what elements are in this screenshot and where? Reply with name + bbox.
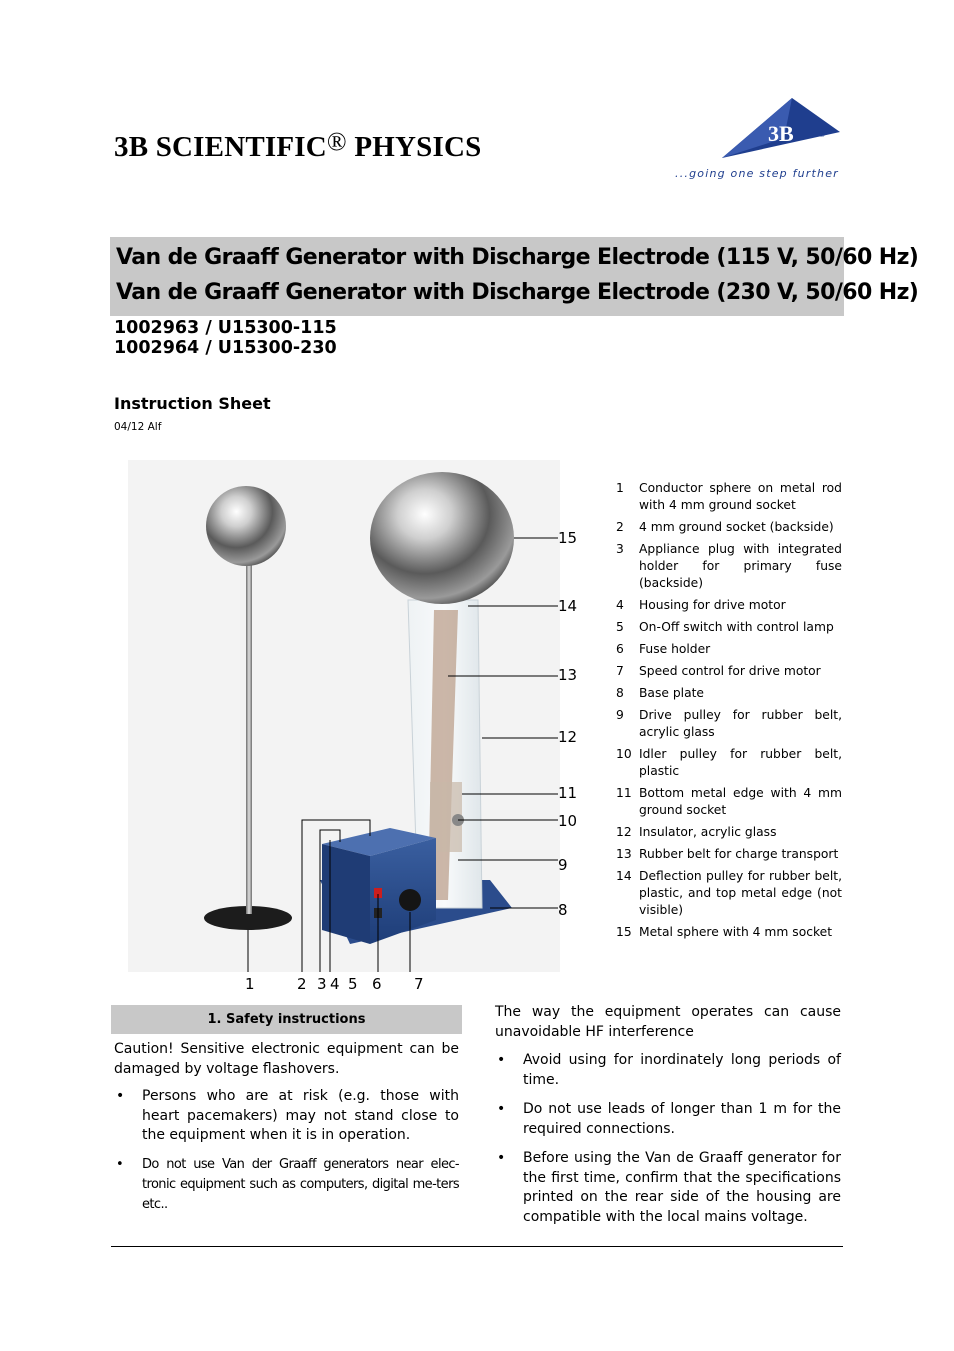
list-item: 4 Housing for drive motor <box>616 598 786 612</box>
list-item: 5 On-Off switch with control lamp <box>616 620 834 634</box>
list-item: 11 Bottom metal edge with 4 mm ground socket <box>616 786 842 817</box>
callout-13: 13 <box>558 666 578 684</box>
list-item: 14 Deflection pulley for rubber belt, plastic, and top metal edge (not visible) <box>616 869 842 917</box>
safety-bullets-left <box>114 1087 459 1215</box>
article-number-115: 1002963 / U15300-115 <box>114 318 337 338</box>
safety-bullets-right <box>495 1051 841 1227</box>
callout-15: 15 <box>558 529 578 547</box>
list-item: 6 Fuse holder <box>616 642 711 656</box>
list-item: • Persons who are at risk (e.g. those with heart pacemakers) may not stand close to the equipment when it is in operation. <box>116 1088 459 1143</box>
caution-paragraph: Caution! Sensitive electronic equipment can be damaged by voltage flashovers. <box>114 1041 459 1077</box>
callout-5: 5 <box>348 975 358 993</box>
callout-11: 11 <box>558 784 578 802</box>
list-item: • Avoid using for inordinately long periods of time. <box>497 1052 841 1088</box>
callout-8: 8 <box>558 901 568 919</box>
footer-rule <box>111 1246 843 1247</box>
list-item: 2 4 mm ground socket (backside) <box>616 520 834 534</box>
callout-12: 12 <box>558 728 578 746</box>
product-title-230: Van de Graaff Generator with Discharge Electrode (230 V, 50/60 Hz) <box>116 280 919 305</box>
list-item: • Do not use Van der Graaff generators near elec-tronic equipment such as computers, digital me-ters etc.. <box>116 1156 459 1212</box>
brand-name: 3B SCIENTIFIC <box>114 131 327 163</box>
logo-registered: ® <box>819 130 825 139</box>
list-item: 15 Metal sphere with 4 mm socket <box>616 925 833 939</box>
parts-list <box>614 480 842 946</box>
hf-interference-paragraph: The way the equipment operates can cause unavoidable HF interference <box>495 1004 841 1040</box>
document-subtitle: Instruction Sheet <box>114 394 271 413</box>
callout-1: 1 <box>245 975 255 993</box>
callout-7: 7 <box>414 975 424 993</box>
callout-3: 3 <box>317 975 327 993</box>
list-item: • Do not use leads of longer than 1 m for the required connections. <box>497 1101 841 1137</box>
list-item: 12 Insulator, acrylic glass <box>616 825 777 839</box>
callout-2: 2 <box>297 975 307 993</box>
list-item: 1 Conductor sphere on metal rod with 4 mm ground socket <box>616 481 842 512</box>
company-logo <box>672 92 848 184</box>
list-item: 13 Rubber belt for charge transport <box>616 847 839 861</box>
callout-6: 6 <box>372 975 382 993</box>
logo-text: 3B <box>768 121 794 146</box>
article-numbers <box>114 318 337 358</box>
product-photo <box>128 460 578 972</box>
section-heading-safety: 1. Safety instructions <box>111 1005 462 1034</box>
brand-title <box>114 127 482 164</box>
list-item: • Before using the Van de Graaff generator for the first time, confirm that the specifications printed on the rear side of the housing are compatible with the local mains voltage. <box>497 1150 841 1225</box>
callout-10: 10 <box>558 812 578 830</box>
list-item: 10 Idler pulley for rubber belt, plastic <box>616 747 842 778</box>
callout-4: 4 <box>330 975 340 993</box>
list-item: 3 Appliance plug with integrated holder for primary fuse (backside) <box>616 542 842 590</box>
list-item: 7 Speed control for drive motor <box>616 664 821 678</box>
product-title-115: Van de Graaff Generator with Discharge Electrode (115 V, 50/60 Hz) <box>116 245 919 270</box>
revision-date: 04/12 Alf <box>114 421 162 433</box>
brand-suffix: PHYSICS <box>354 131 482 163</box>
article-number-230: 1002964 / U15300-230 <box>114 338 337 358</box>
registered-mark: ® <box>326 127 347 156</box>
list-item: 8 Base plate <box>616 686 704 700</box>
list-item: 9 Drive pulley for rubber belt, acrylic glass <box>616 708 842 739</box>
logo-tagline: ...going one step further <box>675 167 839 180</box>
callout-9: 9 <box>558 856 568 874</box>
callout-14: 14 <box>558 597 578 615</box>
